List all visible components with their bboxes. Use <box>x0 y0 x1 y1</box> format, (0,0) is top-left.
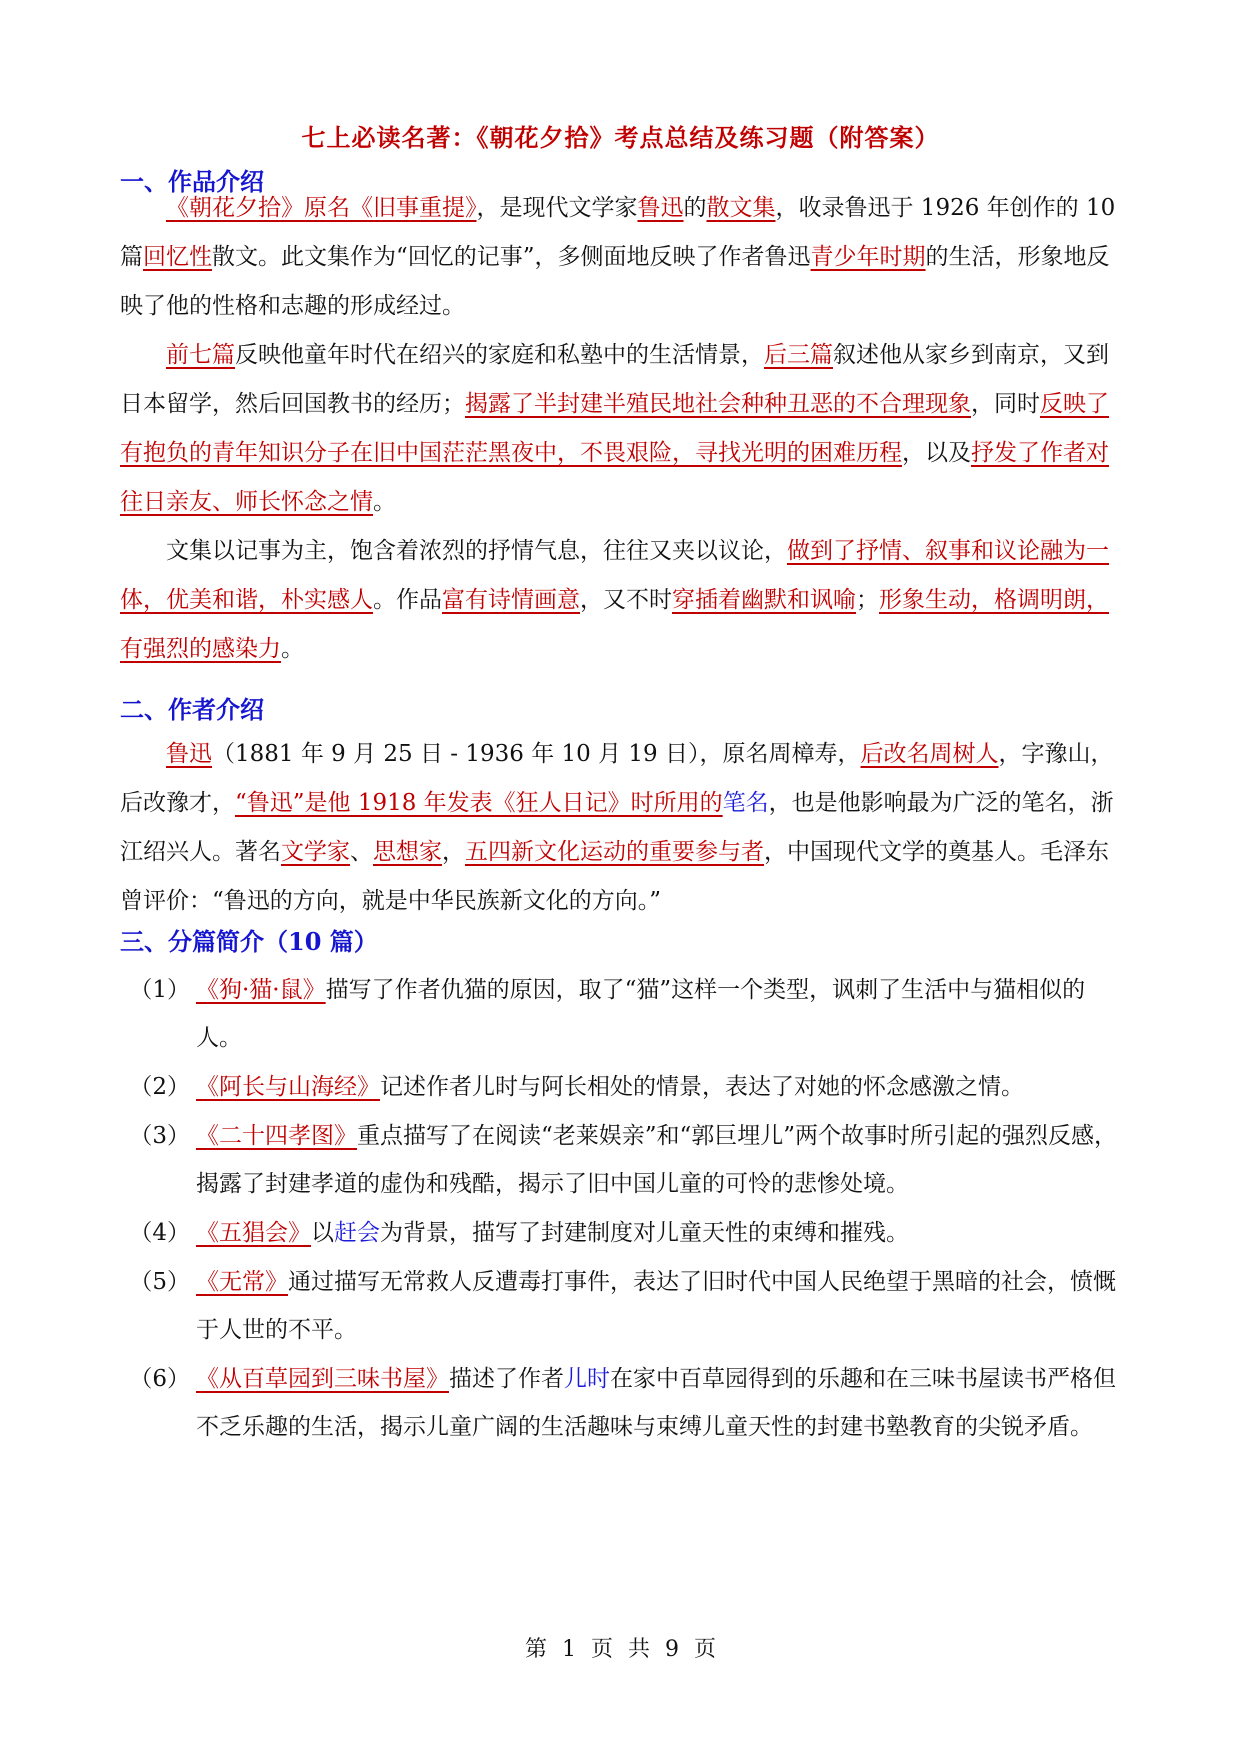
list-item: （3） 《二十四孝图》重点描写了在阅读“老莱娱亲”和“郭巨埋儿”两个故事时所引起的强烈反感，揭露了封建孝道的虚伪和残酷，揭示了旧中国儿童的可怜的悲惨处境。 <box>129 1123 1118 1197</box>
highlight: 做到了抒情、叙事和议论融为一体，优美和谐，朴实感人 <box>120 538 1109 613</box>
section-author-intro <box>120 730 1125 926</box>
highlight: 鲁迅 <box>637 195 684 221</box>
list-item: （5） 《无常》通过描写无常救人反遭毒打事件，表达了旧时代中国人民绝望于黑暗的社会，愤慨于人世的不平。 <box>129 1269 1116 1343</box>
highlight: 抒发了作者对往日亲友、师长怀念之情 <box>120 440 1109 515</box>
highlight: 后三篇 <box>764 342 833 368</box>
paragraph-intro-1: 《朝花夕拾》原名《旧事重提》，是现代文学家鲁迅的散文集，收录鲁迅于 1926 年创作的 10 篇回忆性散文。此文集作为“回忆的记事”，多侧面地反映了作者鲁迅青少年时期的生活，形象地反映了他的性格和志趣的形成经过。 <box>120 195 1116 319</box>
paragraph-intro-3: 文集以记事为主，饱含着浓烈的抒情气息，往往又夹以议论，做到了抒情、叙事和议论融为一体，优美和谐，朴实感人。作品富有诗情画意，又不时穿插着幽默和讽喻；形象生动，格调明朗，有强烈的感染力。 <box>120 538 1109 662</box>
highlight: 《无常》 <box>196 1269 288 1295</box>
list-item: （2） 《阿长与山海经》记述作者儿时与阿长相处的情景，表达了对她的怀念感激之情。 <box>129 1074 1024 1100</box>
highlight-blue: 笔名 <box>722 790 769 816</box>
highlight: 青少年时期 <box>810 244 926 270</box>
highlight: 前七篇 <box>166 342 235 368</box>
highlight: 《朝花夕拾》原名《旧事重提》 <box>166 195 477 221</box>
highlight: 揭露了半封建半殖民地社会种种丑恶的不合理现象 <box>465 391 971 417</box>
highlight-blue: 儿时 <box>564 1366 610 1392</box>
highlight: 后改名周树人 <box>860 741 999 767</box>
paragraph-author: 鲁迅（1881 年 9 月 25 日 - 1936 年 10 月 19 日），原名周樟寿，后改名周树人，字豫山，后改豫才，“鲁迅”是他 1918 年发表《狂人日记》时所用的笔名，也是他影响最为广泛的笔名，浙江绍兴人。著名文学家、思想家，五四新文化运动的重要参与者，中国现代文学的奠基人。毛泽东曾评价：“鲁迅的方向，就是中华民族新文化的方向。” <box>120 741 1114 914</box>
highlight: 五四新文化运动的重要参与者 <box>465 839 764 865</box>
highlight: 鲁迅 <box>166 741 212 767</box>
highlight: 《从百草园到三味书屋》 <box>196 1366 449 1392</box>
highlight: 散文集 <box>706 195 776 221</box>
section-heading-chapters: 三、分篇简介（10 篇） <box>120 927 378 956</box>
highlight-blue: 赶会 <box>334 1220 380 1246</box>
list-item: （6） 《从百草园到三味书屋》描述了作者儿时在家中百草园得到的乐趣和在三味书屋读书严格但不乏乐趣的生活，揭示儿童广阔的生活趣味与束缚儿童天性的封建书塾教育的尖锐矛盾。 <box>129 1366 1116 1440</box>
highlight: 《二十四孝图》 <box>196 1123 357 1149</box>
document-title: 七上必读名著：《朝花夕拾》考点总结及练习题（附答案） <box>301 123 940 152</box>
highlight: 思想家 <box>373 839 442 865</box>
highlight: 回忆性 <box>143 244 212 270</box>
section-heading-author-intro: 二、作者介绍 <box>120 695 264 724</box>
highlight: “鲁迅”是他 1918 年发表《狂人日记》时所用的 <box>235 790 723 816</box>
paragraph-intro-2: 前七篇反映他童年时代在绍兴的家庭和私塾中的生活情景，后三篇叙述他从家乡到南京，又到日本留学，然后回国教书的经历；揭露了半封建半殖民地社会种种丑恶的不合理现象，同时反映了有抱负的青年知识分子在旧中国茫茫黑夜中，不畏艰险，寻找光明的困难历程，以及抒发了作者对往日亲友、师长怀念之情。 <box>120 342 1109 515</box>
highlight: 《五猖会》 <box>196 1220 311 1246</box>
section-heading-work-intro: 一、作品介绍 <box>120 167 264 196</box>
highlight: 反映了有抱负的青年知识分子在旧中国茫茫黑夜中，不畏艰险，寻找光明的困难历程 <box>120 391 1109 466</box>
highlight: 富有诗情画意 <box>442 587 580 613</box>
list-item: （1） 《狗·猫·鼠》描写了作者仇猫的原因，取了“猫”这样一个类型，讽刺了生活中与猫相似的人。 <box>129 977 1086 1051</box>
chapter-list <box>120 966 1125 1452</box>
highlight: 文学家 <box>281 839 350 865</box>
highlight: 《狗·猫·鼠》 <box>196 977 326 1003</box>
list-item: （4） 《五猖会》以赶会为背景，描写了封建制度对儿童天性的束缚和摧残。 <box>129 1220 909 1246</box>
highlight: 穿插着幽默和讽喻 <box>672 587 856 613</box>
section-work-intro <box>120 184 1125 674</box>
page-number: 第 1 页 共 9 页 <box>525 1637 716 1662</box>
highlight: 形象生动，格调明朗，有强烈的感染力 <box>120 587 1109 662</box>
highlight: 《阿长与山海经》 <box>196 1074 380 1100</box>
